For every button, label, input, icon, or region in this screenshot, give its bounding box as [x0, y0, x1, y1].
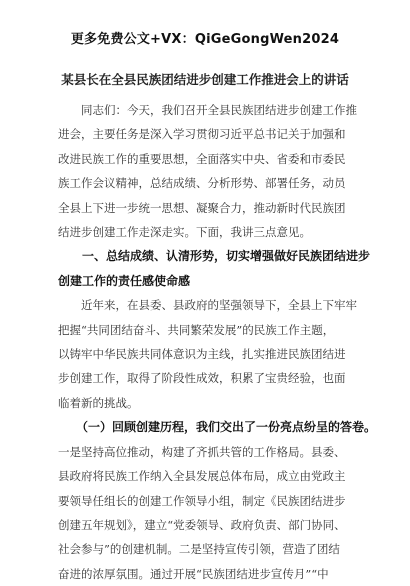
text-line: 社会参与”的创建机制。二是坚持宣传引领，营造了团结: [58, 542, 340, 557]
text-line: 结进步创建工作走深走实。下面，我讲三点意见。: [58, 225, 311, 240]
text-line: 改进民族工作的重要思想，全面落实中央、省委和市委民: [58, 151, 346, 166]
text-line: 族工作会议精神，总结成绩、分析形势、部署任务，动员: [58, 176, 346, 191]
text-line: 以铸牢中华民族共同体意识为主线，扎实推进民族团结进: [58, 347, 346, 362]
subsection-heading-1: [58, 415, 377, 439]
text-line: 要领导任组长的创建工作领导小组，制定《民族团结进步: [58, 493, 346, 508]
document-body: [58, 98, 377, 586]
text-line: 步创建工作，取得了阶段性成效，积累了宝贵经验，也面: [58, 371, 346, 386]
text-line: 全县上下进一步统一思想、凝聚合力，推动新时代民族团: [58, 200, 346, 215]
paragraph-review: [58, 440, 350, 586]
text-line: 把握“共同团结奋斗、共同繁荣发展”的民族工作主题，: [58, 322, 335, 337]
text-line: 奋进的浓厚氛围。通过开展“民族团结进步宣传月”“中: [58, 566, 329, 581]
document-title: 某县长在全县民族团结进步创建工作推进会上的讲话: [61, 72, 349, 87]
text-line: 进会，主要任务是深入学习贯彻习近平总书记关于加强和: [58, 127, 346, 142]
heading-line: 创建工作的责任感使命感: [58, 273, 191, 288]
heading-line: 一、总结成绩、认清形势，切实增强做好民族团结进步: [58, 249, 371, 264]
text-line: 县政府将民族工作纳入全县发展总体布局，成立由党政主: [58, 469, 346, 484]
text-line: 同志们：今天，我们召开全县民族团结进步创建工作推: [58, 103, 357, 117]
text-line: 临着新的挑战。: [58, 395, 139, 410]
heading-line: （一）回顾创建历程，我们交出了一份亮点纷呈的答卷。: [58, 420, 377, 435]
text-line: 一是坚持高位推动，构建了齐抓共管的工作格局。县委、: [58, 444, 346, 459]
text-line: 创建五年规划》，建立“党委领导、政府负责、部门协同、: [58, 517, 346, 532]
text-line: 近年来，在县委、县政府的坚强领导下，全县上下牢牢: [58, 298, 357, 313]
paragraph-achievements: [58, 293, 357, 415]
section-heading-1: [58, 244, 371, 293]
paragraph-opening: [58, 98, 357, 244]
watermark-banner: 更多免费公文+VX：QiGeGongWen2024: [70, 32, 340, 47]
